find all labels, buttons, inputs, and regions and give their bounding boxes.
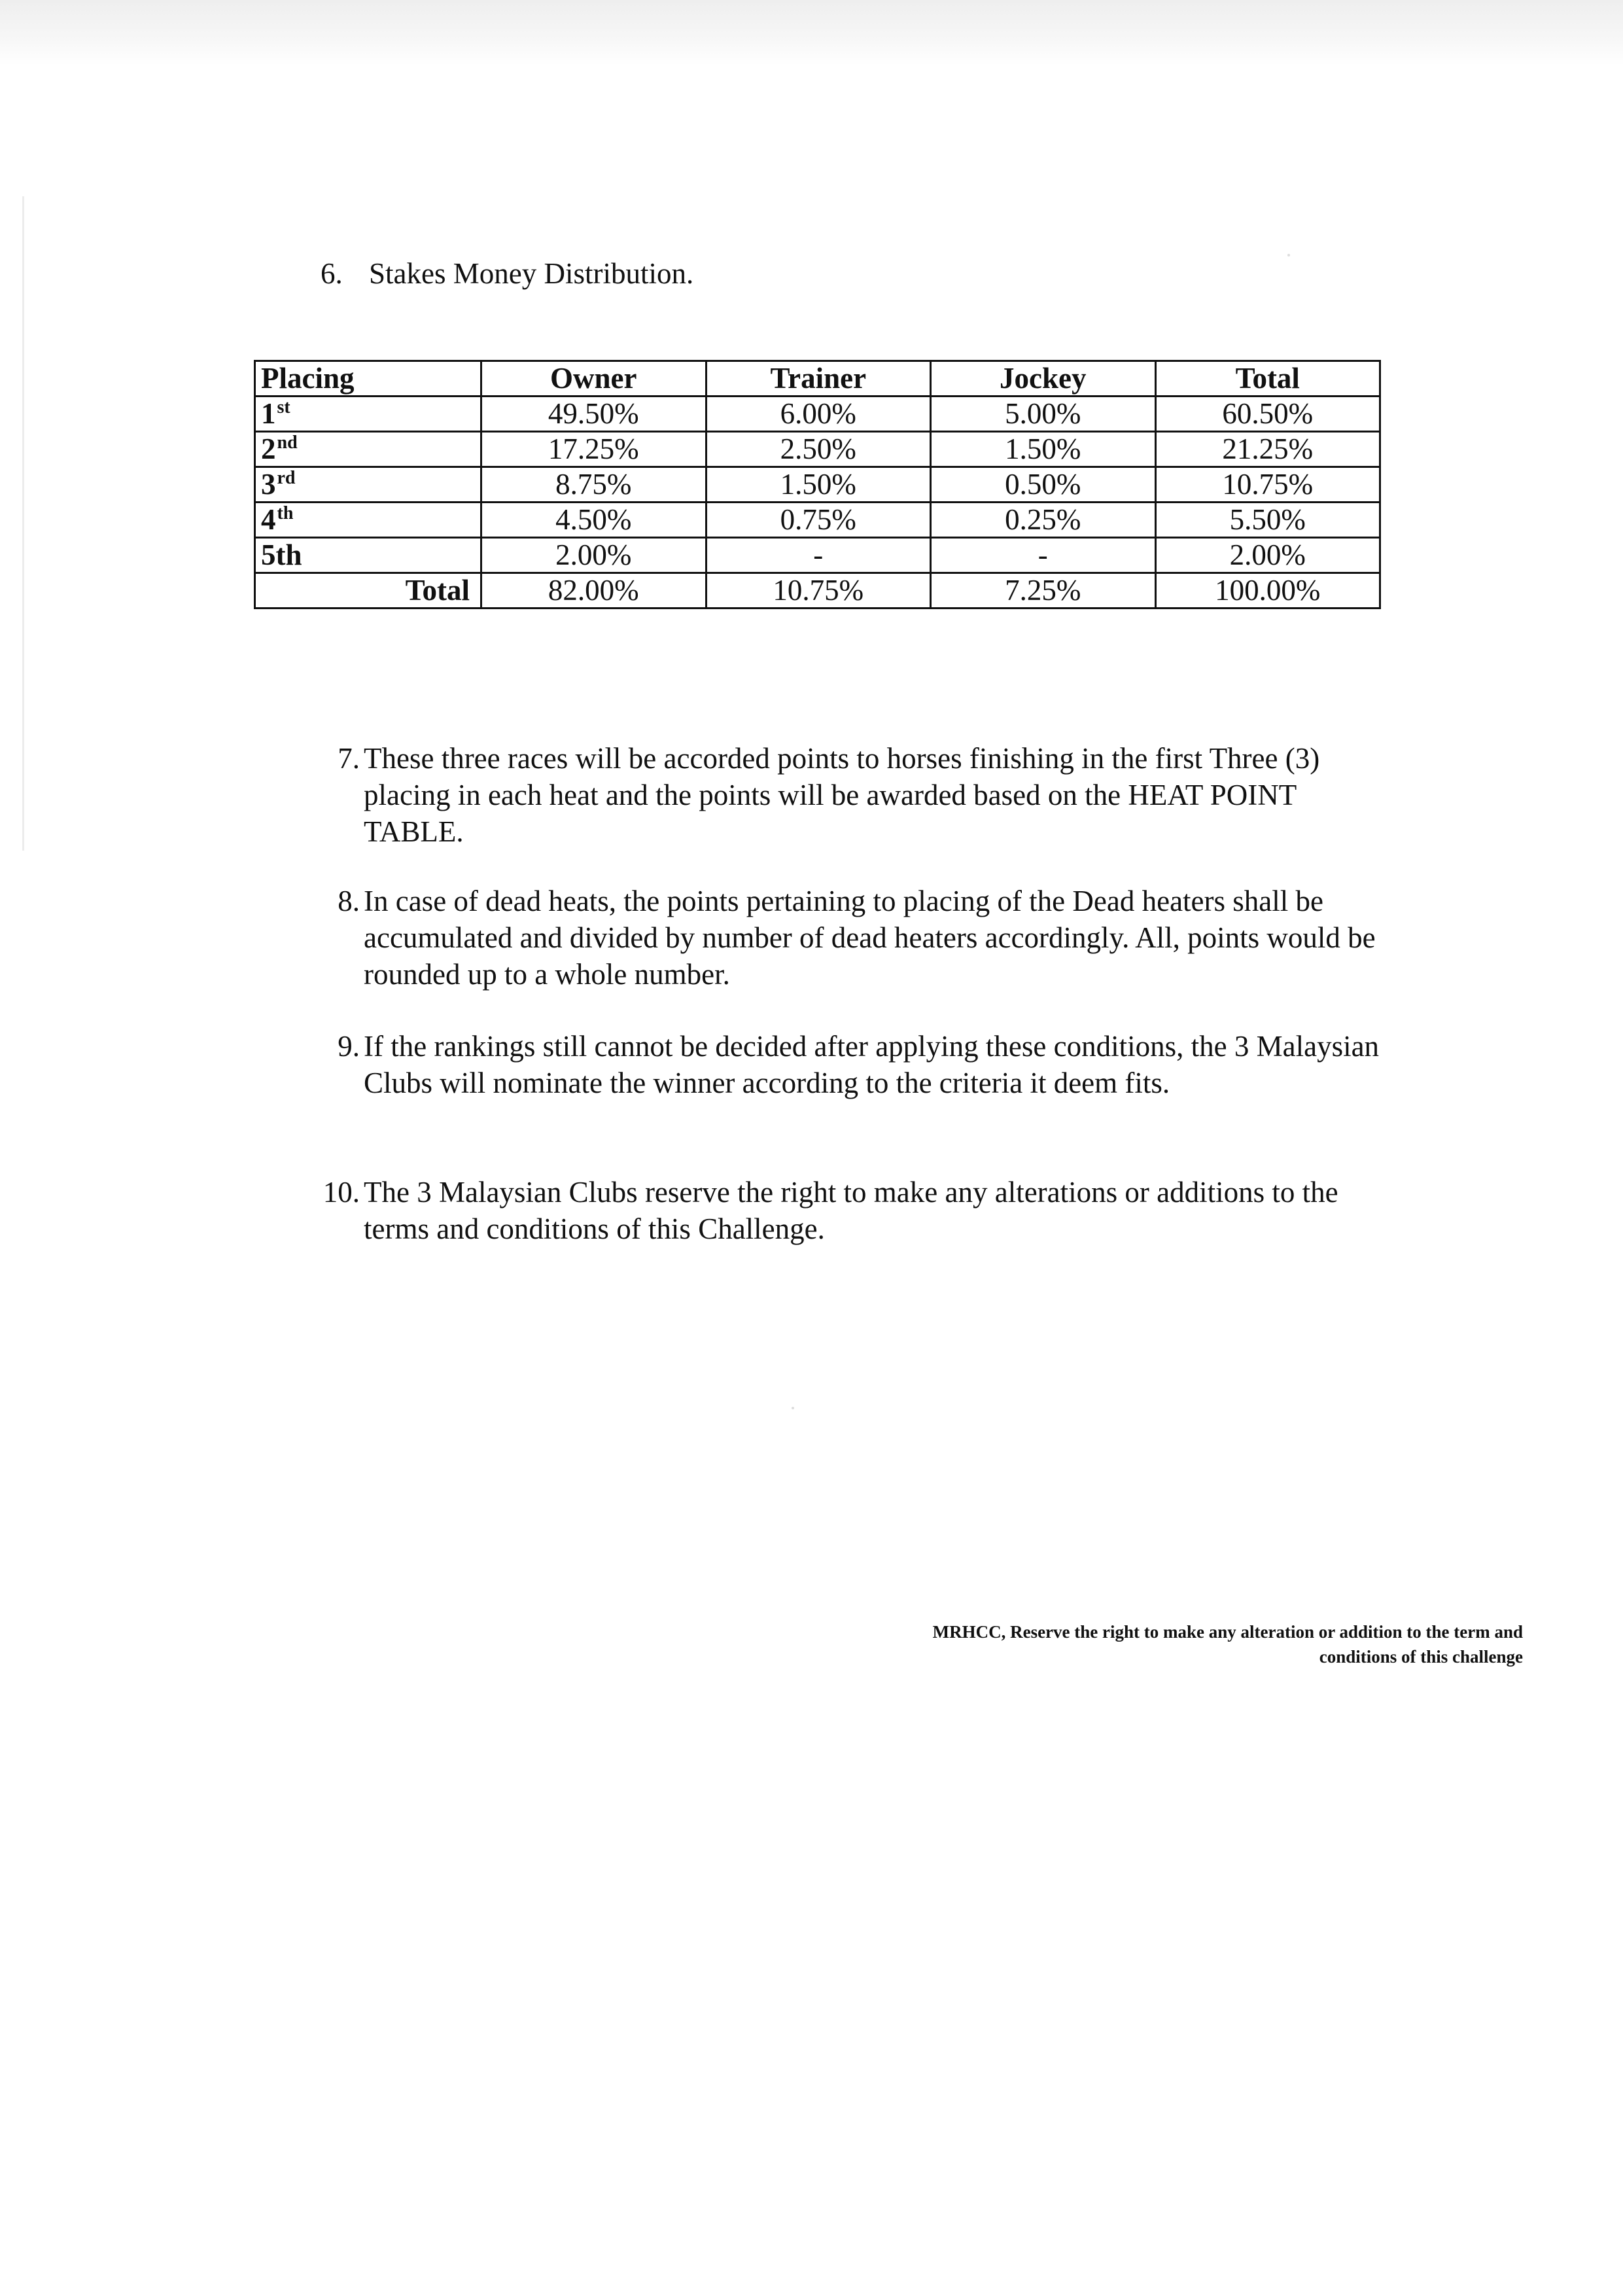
table-header-row — [255, 361, 1380, 397]
scan-shadow-left — [22, 196, 24, 851]
footer-line-1: MRHCC, Reserve the right to make any alteration or addition to the term and — [932, 1622, 1523, 1642]
table-row — [255, 467, 1380, 503]
total-cell: 21.25% — [1155, 432, 1380, 467]
placing-number: 2 — [261, 433, 276, 465]
header-trainer: Trainer — [706, 361, 931, 397]
table-row — [255, 538, 1380, 573]
clause-10 — [314, 1174, 1387, 1247]
placing-suffix: st — [277, 397, 290, 417]
clause-text: These three races will be accorded points to horses finishing in the first Three (3) placing in each heat and the points will be awarded based on the HEAT POINT TABLE. — [364, 742, 1320, 848]
table-row — [255, 432, 1380, 467]
placing-number: 3 — [261, 468, 276, 501]
owner-cell: 49.50% — [481, 397, 707, 432]
trainer-total-cell: 10.75% — [706, 573, 931, 609]
trainer-cell: 1.50% — [706, 467, 931, 503]
trainer-cell: 0.75% — [706, 503, 931, 538]
jockey-cell: 5.00% — [931, 397, 1156, 432]
total-cell: 2.00% — [1155, 538, 1380, 573]
grand-total-cell: 100.00% — [1155, 573, 1380, 609]
jockey-cell: - — [931, 538, 1156, 573]
trainer-cell: 6.00% — [706, 397, 931, 432]
clause-number: 9. — [338, 1030, 360, 1063]
trainer-cell: - — [706, 538, 931, 573]
jockey-total-cell: 7.25% — [931, 573, 1156, 609]
placing-cell — [255, 397, 481, 432]
placing-cell — [255, 503, 481, 538]
owner-total-cell: 82.00% — [481, 573, 707, 609]
stakes-money-table — [254, 360, 1381, 609]
clause-number: 10. — [323, 1176, 360, 1209]
clause-7 — [314, 740, 1387, 850]
total-cell: 10.75% — [1155, 467, 1380, 503]
jockey-cell: 1.50% — [931, 432, 1156, 467]
jockey-cell: 0.50% — [931, 467, 1156, 503]
table-row — [255, 397, 1380, 432]
clause-text: The 3 Malaysian Clubs reserve the right to make any alterations or additions to the terms and conditions of this Challenge. — [364, 1176, 1338, 1245]
scan-speck — [792, 1407, 794, 1409]
total-row-label: Total — [255, 573, 481, 609]
clause-9 — [314, 1028, 1387, 1101]
placing-cell — [255, 467, 481, 503]
header-owner: Owner — [481, 361, 707, 397]
owner-cell: 2.00% — [481, 538, 707, 573]
section-6-heading — [321, 254, 693, 293]
placing-suffix: nd — [277, 433, 298, 453]
jockey-cell: 0.25% — [931, 503, 1156, 538]
clause-text: If the rankings still cannot be decided after applying these conditions, the 3 Malaysian Clubs will nominate the winner according to the criteria it deem fits. — [364, 1030, 1380, 1099]
section-6-title: Stakes Money Distribution. — [369, 257, 694, 290]
clause-number: 8. — [338, 885, 360, 917]
placing-cell — [255, 432, 481, 467]
clause-number: 7. — [338, 742, 360, 775]
clause-text: In case of dead heats, the points pertaining to placing of the Dead heaters shall be accumulated and divided by number of dead heaters accordingly. All, points would be rounded up to a whole number. — [364, 885, 1376, 991]
owner-cell: 4.50% — [481, 503, 707, 538]
clause-8 — [314, 883, 1387, 993]
scan-speck — [1287, 254, 1290, 256]
placing-suffix: th — [277, 503, 294, 523]
total-cell: 5.50% — [1155, 503, 1380, 538]
table-row — [255, 503, 1380, 538]
footer-disclaimer — [738, 1619, 1523, 1669]
scan-shadow-top — [0, 0, 1623, 65]
total-cell: 60.50% — [1155, 397, 1380, 432]
placing-number: 1 — [261, 397, 276, 430]
header-total: Total — [1155, 361, 1380, 397]
placing-suffix: rd — [277, 468, 296, 488]
table-total-row — [255, 573, 1380, 609]
placing-number: 4 — [261, 503, 276, 536]
section-6-number: 6. — [321, 257, 343, 290]
header-jockey: Jockey — [931, 361, 1156, 397]
placing-cell — [255, 538, 481, 573]
footer-line-2: conditions of this challenge — [1319, 1647, 1523, 1667]
trainer-cell: 2.50% — [706, 432, 931, 467]
header-placing: Placing — [255, 361, 481, 397]
owner-cell: 8.75% — [481, 467, 707, 503]
owner-cell: 17.25% — [481, 432, 707, 467]
placing-number: 5th — [261, 539, 302, 571]
